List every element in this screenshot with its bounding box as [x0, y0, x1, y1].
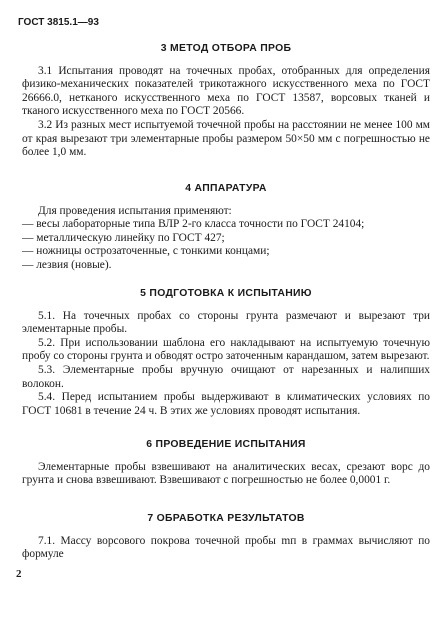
equipment-item: — металлическую линейку по ГОСТ 427;: [22, 231, 225, 244]
equipment-item: — ножницы острозаточенные, с тонкими концами;: [22, 245, 270, 258]
section-7: [22, 512, 430, 562]
paragraph-5-1: 5.1. На точечных пробах со стороны грунта размечают и вырезают три элементарные пробы.: [22, 309, 430, 336]
paragraph-6: Элементарные пробы взвешивают на аналитических весах, срезают ворс до грунта и снова взвешивают. Взвешивают с погрешностью не более 0,0001 г.: [22, 460, 430, 487]
section-3-title: 3 МЕТОД ОТБОРА ПРОБ: [160, 43, 292, 54]
equipment-item: — лезвия (новые).: [22, 258, 112, 271]
section-7-title: 7 ОБРАБОТКА РЕЗУЛЬТАТОВ: [147, 513, 305, 524]
equipment-item: — весы лабораторные типа ВЛР 2-го класса точности по ГОСТ 24104;: [22, 218, 365, 231]
paragraph-3-2: 3.2 Из разных мест испытуемой точечной пробы на расстоянии не менее 100 мм от края вырезают три элементарные пробы размером 50×50 мм с погрешностью не более 1,0 мм.: [22, 118, 430, 159]
page-number: 2: [16, 568, 22, 580]
section-6-title: 6 ПРОВЕДЕНИЕ ИСПЫТАНИЯ: [146, 439, 306, 450]
section-4-title: 4 АППАРАТУРА: [185, 183, 267, 194]
paragraph-5-4: 5.4. Перед испытанием пробы выдерживают в климатических условиях по ГОСТ 10681 в течение 24 ч. В этих же условиях проводят испытания.: [22, 391, 430, 417]
section-4-intro: Для проведения испытания применяют:: [38, 204, 232, 217]
section-4: [22, 182, 430, 273]
section-3: [22, 42, 430, 160]
section-6: [22, 438, 430, 488]
section-5: [22, 287, 430, 418]
paragraph-7-1: 7.1. Массу ворсового покрова точечной пробы mп в граммах вычисляют по формуле: [22, 534, 430, 561]
paragraph-5-2: 5.2. При использовании шаблона его накладывают на испытуемую точечную пробу со стороны грунта и обводят остро заточенным карандашом, затем вырезают.: [22, 336, 430, 363]
paragraph-5-3: 5.3. Элементарные пробы вручную очищают от нарезанных и налипших волокон.: [22, 363, 430, 390]
section-5-title: 5 ПОДГОТОВКА К ИСПЫТАНИЮ: [140, 288, 312, 299]
document-header: ГОСТ 3815.1—93: [18, 17, 99, 28]
paragraph-3-1: 3.1 Испытания проводят на точечных пробах, отобранных для определения физико-механических показателей трикотажного искусственного меха по ГОСТ 26666.0, нетканого искусственного меха по ГОСТ 13587, ворсовых тканей и тканого искусственного меха по ГОСТ 20566.: [22, 64, 430, 118]
